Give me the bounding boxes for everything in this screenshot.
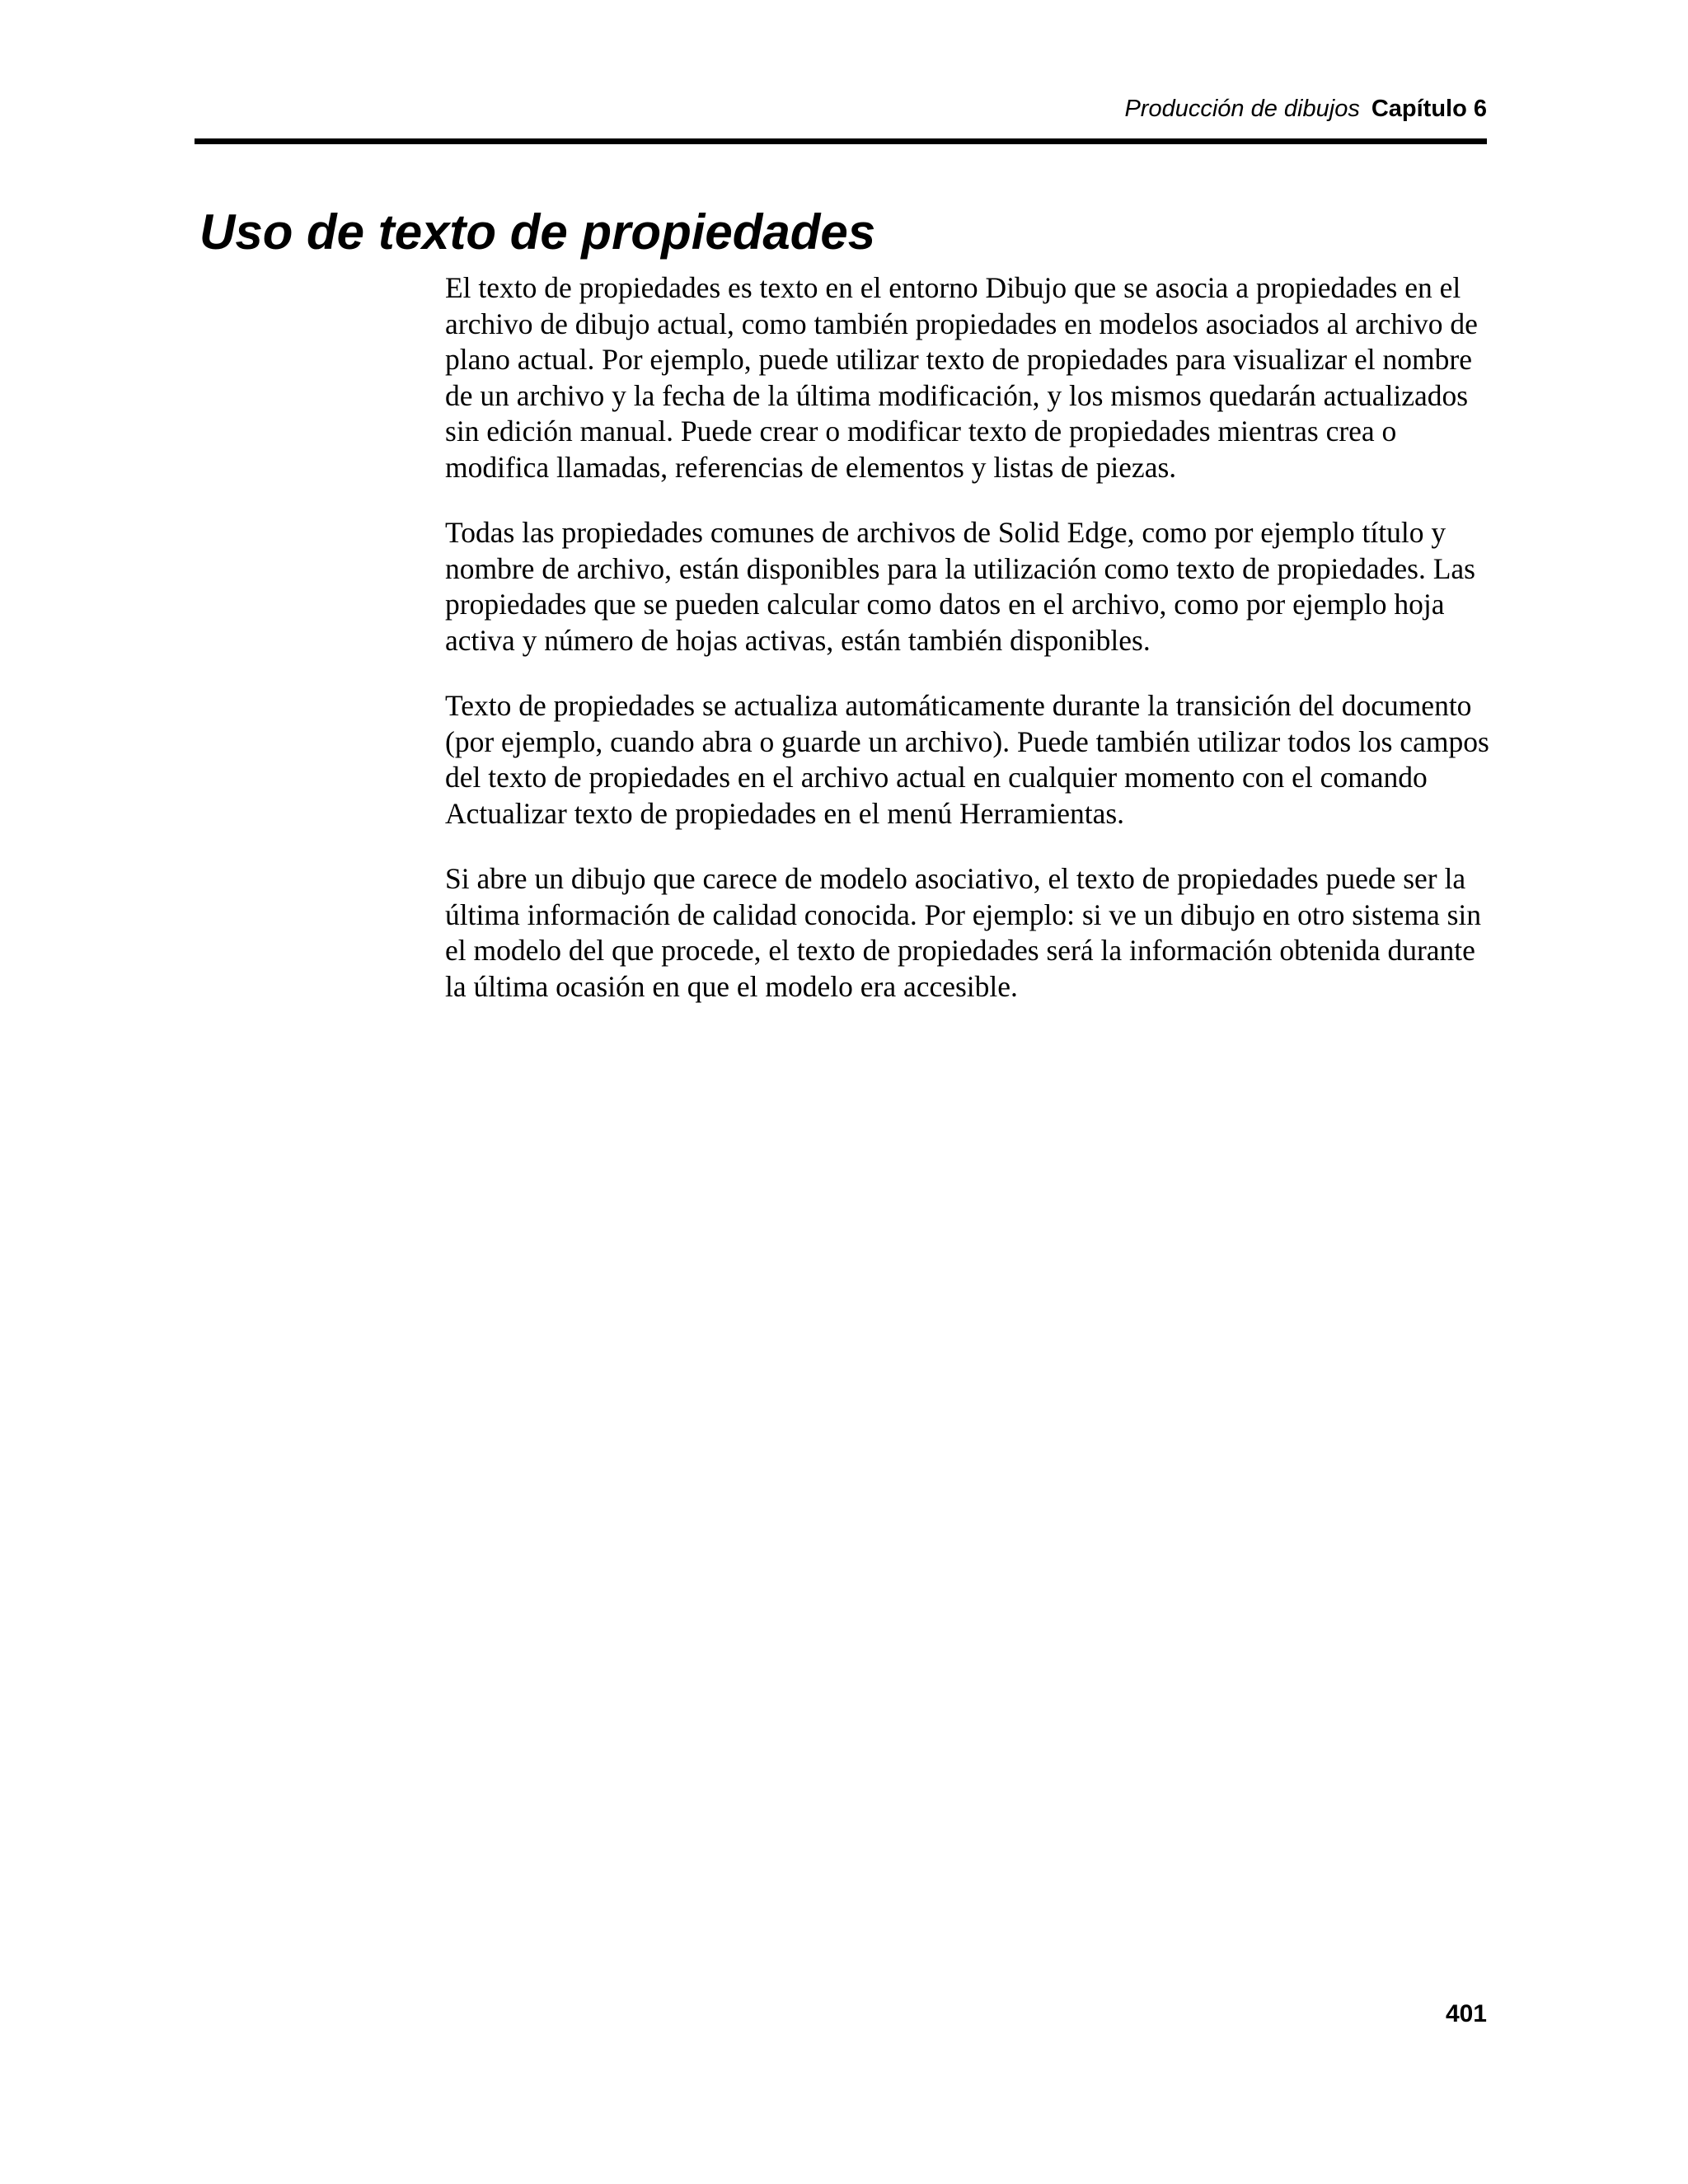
- section-title: Uso de texto de propiedades: [199, 204, 876, 260]
- paragraph: El texto de propiedades es texto en el entorno Dibujo que se asocia a propiedades en el archivo de dibujo actual, como también propiedades en modelos asociados al archivo de plano actual. Por ejemplo, puede utilizar texto de propiedades para visualizar el nombre de un archivo y la fecha de la última modificación, y los mismos quedarán actualizados sin edición manual. Puede crear o modificar texto de propiedades mientras crea o modifica llamadas, referencias de elementos y listas de piezas.: [445, 271, 1478, 484]
- page-number: 401: [1445, 2000, 1487, 2027]
- paragraph: Todas las propiedades comunes de archivos de Solid Edge, como por ejemplo título y nombre de archivo, están disponibles para la utilización como texto de propiedades. Las propiedades que se pueden calcular como datos en el archivo, como por ejemplo hoja activa y número de hojas activas, están también disponibles.: [445, 516, 1475, 657]
- running-header: [195, 92, 1487, 125]
- running-header-chapter: Capítulo 6: [1371, 96, 1487, 122]
- header-rule: [195, 138, 1487, 144]
- paragraph: Si abre un dibujo que carece de modelo asociativo, el texto de propiedades puede ser la última información de calidad conocida. Por ejemplo: si ve un dibujo en otro sistema sin el modelo del que procede, el texto de propiedades será la información obtenida durante la última ocasión en que el modelo era accesible.: [445, 862, 1482, 1003]
- paragraph: Texto de propiedades se actualiza automáticamente durante la transición del documento (por ejemplo, cuando abra o guarde un archivo). Puede también utilizar todos los campos del texto de propiedades en el archivo actual en cualquier momento con el comando Actualizar texto de propiedades en el menú Herramientas.: [445, 689, 1489, 830]
- body-text: [445, 270, 1492, 1034]
- running-header-section: Producción de dibujos: [1124, 96, 1360, 122]
